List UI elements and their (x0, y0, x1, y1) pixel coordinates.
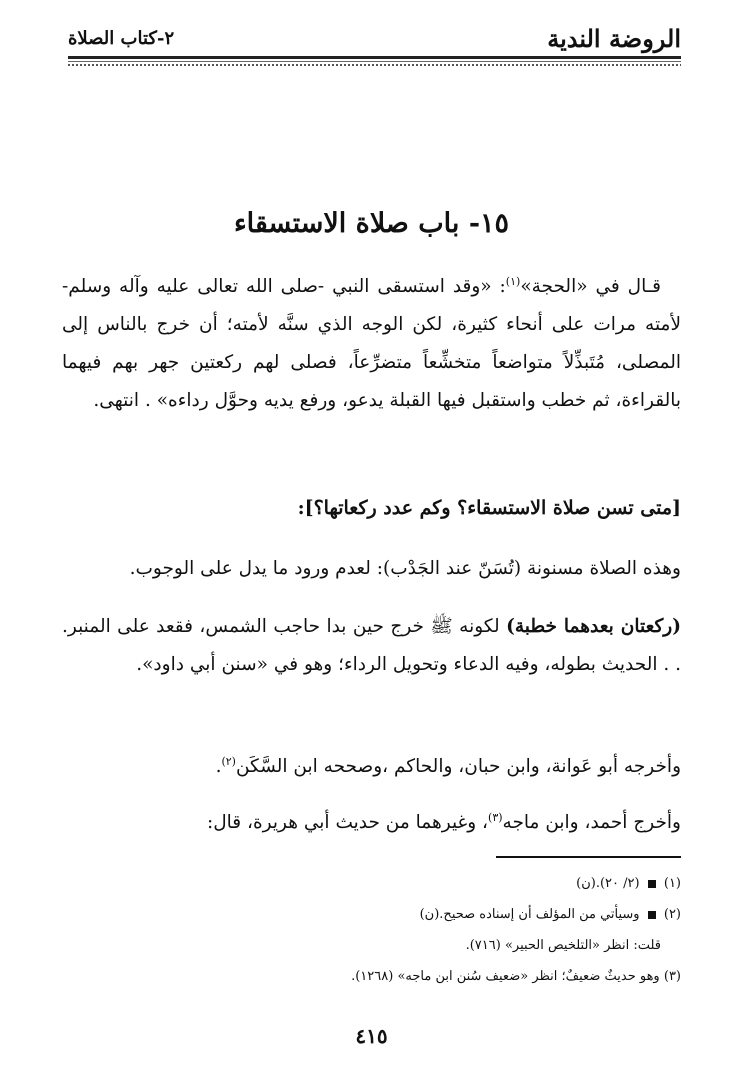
footnote-number: (٢) (663, 907, 681, 922)
running-header (68, 22, 681, 54)
header-rule (68, 56, 681, 59)
paragraph-3-text: لكونه ﷺ خرج حين بدا حاجب الشمس، فقعد على المنبر. . . الحديث بطوله، وفيه الدعاء وتحويل الرداء؛ وهو في «سنن أبي داود». (62, 616, 681, 675)
paragraph-4-text: وأخرجه أبو عَوانة، وابن حبان، والحاكم ،وصححه ابن السَّكَن (235, 756, 681, 777)
paragraph-2: وهذه الصلاة مسنونة (تُسَنّ عند الجَدْب): لعدم ورود ما يدل على الوجوب. (129, 558, 681, 579)
footnote (62, 868, 681, 899)
footnote (62, 899, 681, 930)
chapter-title: ١٥- باب صلاة الاستسقاء (233, 208, 510, 239)
square-marker-icon (648, 880, 656, 888)
book-title: الروضة الندية (547, 24, 681, 53)
footnote (62, 961, 681, 992)
paragraph-5-end: ، وغيرهما من حديث أبي هريرة، قال: (206, 812, 489, 833)
page-number: ٤١٥ (355, 1024, 388, 1048)
footnote-divider (496, 856, 681, 858)
section-label: ٢-كتاب الصلاة (68, 28, 175, 49)
paragraph-1 (62, 268, 681, 420)
square-marker-icon (648, 911, 656, 919)
footnote-number: (٣) (663, 969, 681, 984)
footnote-ref-2: (٢) (221, 754, 236, 768)
footnote-text: وهو حديثٌ ضعيفٌ؛ انظر «ضعيف سُنن ابن ماجه» (١٢٦٨). (351, 969, 660, 984)
header-rule-thin (68, 61, 681, 62)
footnotes (62, 868, 681, 992)
paragraph-1-text: : «وقد استسقى النبي -صلى الله تعالى عليه وآله وسلم- لأمته مرات على أنحاء كثيرة، لكن الوجه الذي سنَّه لأمته؛ أن خرج بالناس إلى المصلى، مُتَبذِّلاً متواضعاً متخشِّعاً متضرِّعاً، فصلى لهم ركعتين جهر بهم فيهما بالقراءة، ثم خطب واستقبل فيها القبلة يدعو، ورفع يديه وحوَّل رداءه» . انتهى. (62, 276, 681, 411)
footnote-ref-3: (٣) (488, 810, 503, 824)
footnote-text: وسيأتي من المؤلف أن إسناده صحيح.(ن) (419, 907, 640, 922)
paragraph-5 (62, 804, 681, 842)
paragraph-4 (62, 748, 681, 786)
paragraph-4-end: . (215, 756, 222, 777)
footnote-number: (١) (663, 876, 681, 891)
footnote (62, 930, 681, 961)
paragraph-5-text: وأخرج أحمد، وابن ماجه (502, 812, 681, 833)
header-rule-dotted (68, 64, 681, 66)
footnote-ref-1: (١) (505, 274, 521, 288)
paragraph-1-lead: قـال في «الحجة» (520, 276, 661, 297)
paragraph-3-bold: (ركعتان بعدهما خطبة) (506, 616, 681, 637)
question-heading: [متى تسن صلاة الاستسقاء؟ وكم عدد ركعاتها؟]: (297, 497, 681, 519)
footnote-text: قلت: انظر «التلخيص الحبير» (٧١٦). (465, 938, 661, 953)
footnote-text: (٢/ ٢٠).(ن) (576, 876, 640, 891)
paragraph-3 (62, 608, 681, 684)
